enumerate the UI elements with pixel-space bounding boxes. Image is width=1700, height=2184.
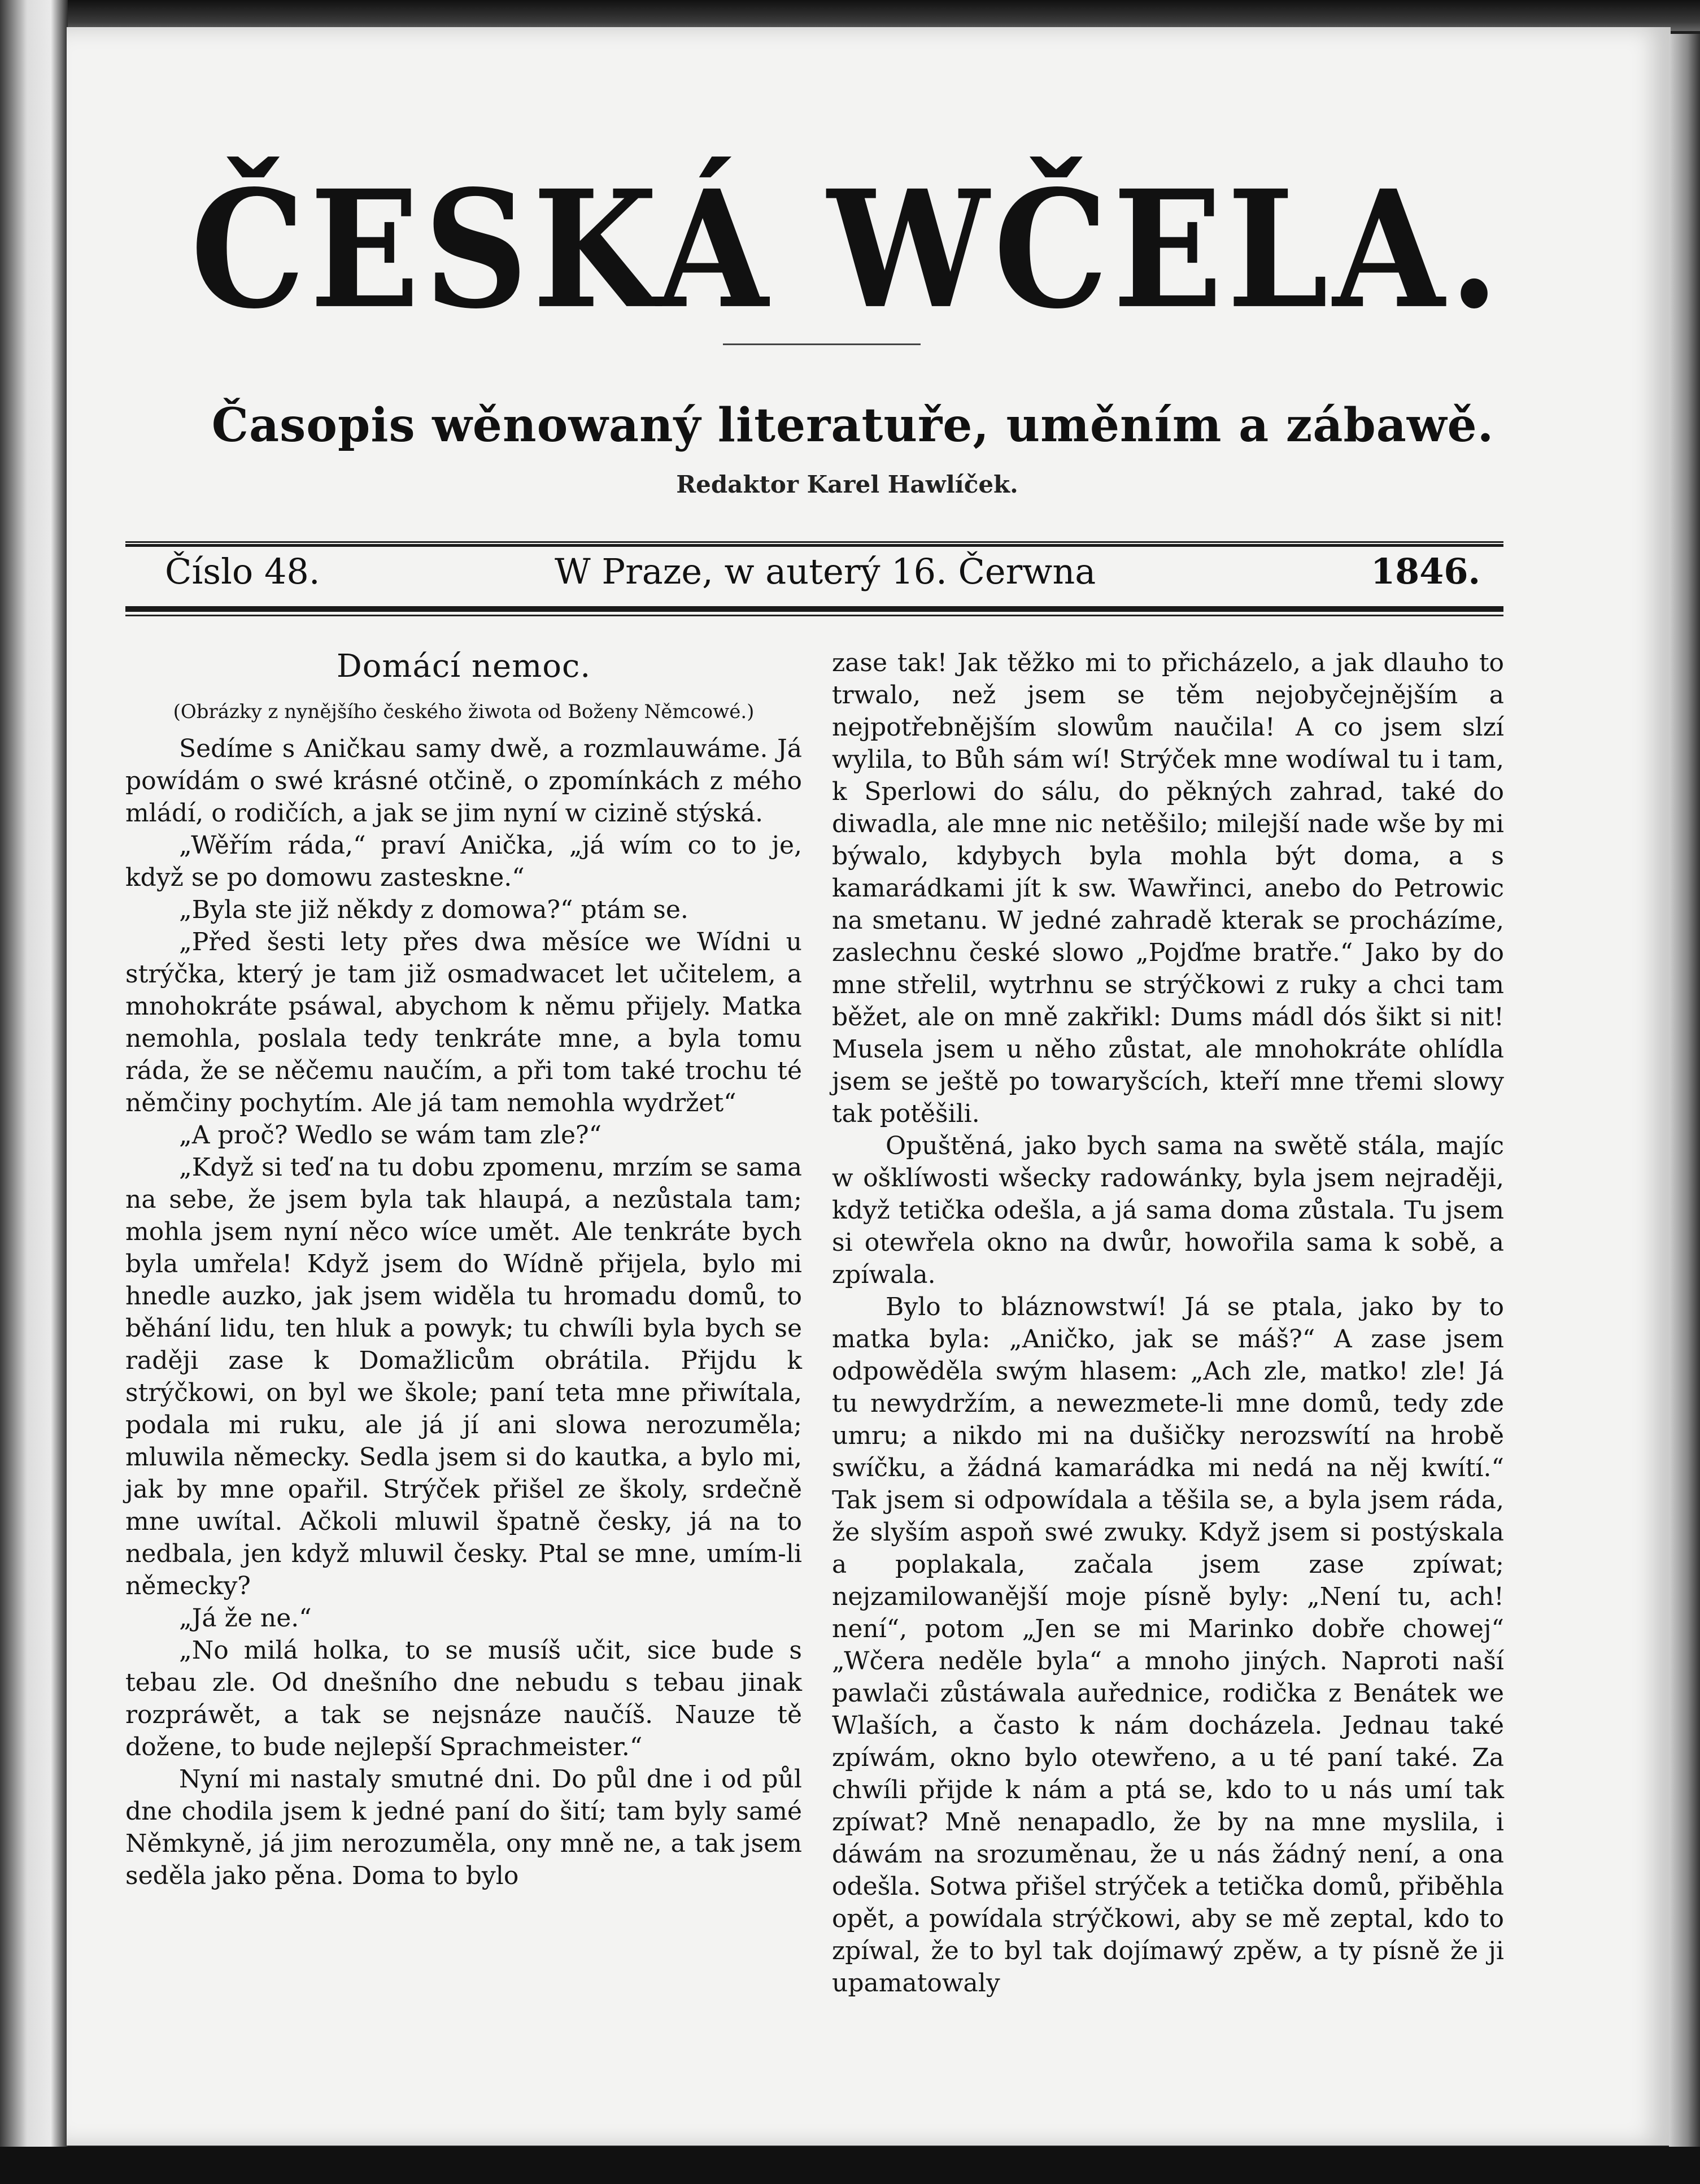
paragraph: „No milá holka, to se musíš učit, sice bude s tebau zle. Od dnešního dne nebudu s tebau jinak rozpráwět, a tak se nejsnáze naučíš. Nauze tě dožene, to bude nejlepší Sprachmeister.“ bbox=[125, 1636, 802, 1761]
issue-place-date: W Praze, w auterý 16. Čerwna bbox=[555, 551, 1096, 592]
header-rule-top-thick bbox=[125, 544, 1503, 547]
scan-right-page-edge bbox=[1669, 34, 1700, 2184]
paragraph: „Když si teď na tu dobu zpomenu, mrzím se sama na sebe, že jsem byla tak hlaupá, a nezůstala tam; mohla jsem nyní něco wíce umět. Ale tenkráte bych byla umřela! Když jsem do Wídně přijela, bylo mi hnedle auzko, jak jsem widěla tu hromadu domů, to běhání lidu, ten hluk a powyk; tu chwíli byla bych se raději zase k Domažlicům obrátila. Přijdu k strýčkowi, on byl we škole; paní teta mne přiwítala, podala mi ruku, ale já jí ani slowa nerozuměla; mluwila německy. Sedla jsem si do kautka, a bylo mi, jak by mne opařil. Strýček přišel ze školy, srdečně mne uwítal. Ačkoli mluwil špatně česky, já na to nedbala, jen když mluwil česky. Ptal se mne, umím-li německy? bbox=[125, 1153, 802, 1600]
editor-line: Redaktor Karel Hawlíček. bbox=[676, 471, 1018, 498]
header-rule-bottom-thick bbox=[125, 606, 1503, 612]
scan-top-border bbox=[0, 0, 1700, 31]
masthead-title: ČESKÁ WČELA. bbox=[190, 155, 1504, 345]
paragraph: Nyní mi nastaly smutné dni. Do půl dne i od půl dne chodila jsem k jedné paní do šití; tam byly samé Němkyně, já jim nerozuměla, ony mně ne, a tak jsem seděla jako pěna. Doma to bylo bbox=[125, 1765, 802, 1890]
paragraph: „Před šesti lety přes dwa měsíce we Wídni u strýčka, který je tam již osmadwacet let učitelem, a mnohokráte psáwal, abychom k němu přijely. Matka nemohla, poslala tedy tenkráte mne, a byla tomu ráda, že se něčemu naučím, a při tom také trochu té němčiny pochytím. Ale já tam nemohla wydržet“ bbox=[125, 928, 802, 1117]
article-title: Domácí nemoc. bbox=[336, 648, 591, 685]
header-rule-bottom-thin bbox=[125, 615, 1503, 616]
left-column bbox=[125, 647, 802, 1892]
paragraph: „A proč? Wedlo se wám tam zle?“ bbox=[179, 1121, 602, 1150]
scan-bottom-border bbox=[0, 2147, 1700, 2184]
paragraph: Bylo to bláznowstwí! Já se ptala, jako by to matka byla: „Aničko, jak se máš?“ A zase jsem odpowěděla swým hlasem: „Ach zle, matko! zle! Já tu newydržím, a newezmete-li mne domů, tedy zde umru; a nikdo mi na dušičky nerozswítí na hrobě swíčku, a žádná kamarádka mi nedá na něj kwítí.“ Tak jsem si odpowídala a těšila se, a byla jsem ráda, že slyším aspoň swé zwuky. Když jsem si postýskala a poplakala, začala jsem zase zpíwat; nejzamilowanější moje písně byly: „Není tu, ach! není“, potom „Jen se mi Marinko dobře chowej“ „Wčera neděle byla“ a mnoho jiných. Naproti naší pawlači zůstáwala auřednice, rodička z Benátek we Wlaších, a často k nám docházela. Jednau také zpíwám, okno bylo otewřeno, a u té paní také. Za chwíli přijde k nám a ptá se, kdo to u nás umí tak zpíwat? Mně nenapadlo, že by na mne myslila, i dáwám na srozuměnau, že u nás žádný není, a ona odešla. Sotwa přišel strýček a tetička domů, přiběhla opět, a powídala strýčkowi, aby se mě zeptal, kdo to zpíwal, že to byl tak dojímawý zpěw, a ty písně že ji upamatowaly bbox=[832, 1293, 1504, 1998]
paragraph: zase tak! Jak těžko mi to přicházelo, a jak dlauho to trwalo, než jsem se těm nejobyčejnějším a nejpotřebnějším slowům naučila! A co jsem slzí wylila, to Bůh sám wí! Strýček mne wodíwal tu i tam, k Sperlowi do sálu, do pěkných zahrad, také do diwadla, ale mne nic netěšilo; milejší nade wše by mi býwalo, kdybych byla mohla být doma, a s kamarádkami jít k sw. Wawřinci, anebo do Petrowic na smetanu. W jedné zahradě kterak se procházíme, zaslechnu české slowo „Pojďme bratře.“ Jako by do mne střelil, wytrhnu se strýčkowi z ruky a chci tam běžet, ale on mně zakřikl: Dums mádl dós šikt si nit! Musela jsem u něho zůstat, ale mnohokráte ohlídla jsem se ještě po towaryšcích, kteří mne třemi slowy tak potěšili. bbox=[832, 649, 1504, 1128]
title-divider bbox=[723, 343, 921, 345]
paragraph: „Já že ne.“ bbox=[179, 1604, 312, 1633]
masthead-subtitle: Časopis wěnowaný literatuře, uměním a zábawě. bbox=[211, 398, 1494, 453]
paragraph: „Wěřím ráda,“ praví Anička, „já wím co to je, když se po domowu zasteskne.“ bbox=[125, 831, 802, 892]
scan-left-page-edge bbox=[0, 0, 68, 2184]
issue-number: Číslo 48. bbox=[165, 551, 320, 592]
header-rule-top-thin bbox=[125, 541, 1503, 543]
paragraph: Sedíme s Aničkau samy dwě, a rozmlauwáme. Já powídám o swé krásné otčině, o zpomínkách z mého mládí, o rodičích, a jak se jim nyní w cizině stýská. bbox=[125, 734, 802, 828]
article-subtitle: (Obrázky z nynějšího českého žiwota od Boženy Němcowé.) bbox=[173, 701, 755, 723]
paragraph: „Byla ste již někdy z domowa?“ ptám se. bbox=[179, 895, 688, 924]
paragraph: Opuštěná, jako bych sama na swětě stála, majíc w ošklíwosti wšecky radowánky, byla jsem nejraději, když tetička odešla, a já sama doma zůstala. Tu jsem si otewřela okno na dwůr, howořila sama k sobě, a zpíwala. bbox=[832, 1132, 1504, 1289]
right-column bbox=[832, 647, 1504, 1999]
issue-year: 1846. bbox=[1371, 551, 1481, 592]
issue-line bbox=[125, 551, 1503, 590]
